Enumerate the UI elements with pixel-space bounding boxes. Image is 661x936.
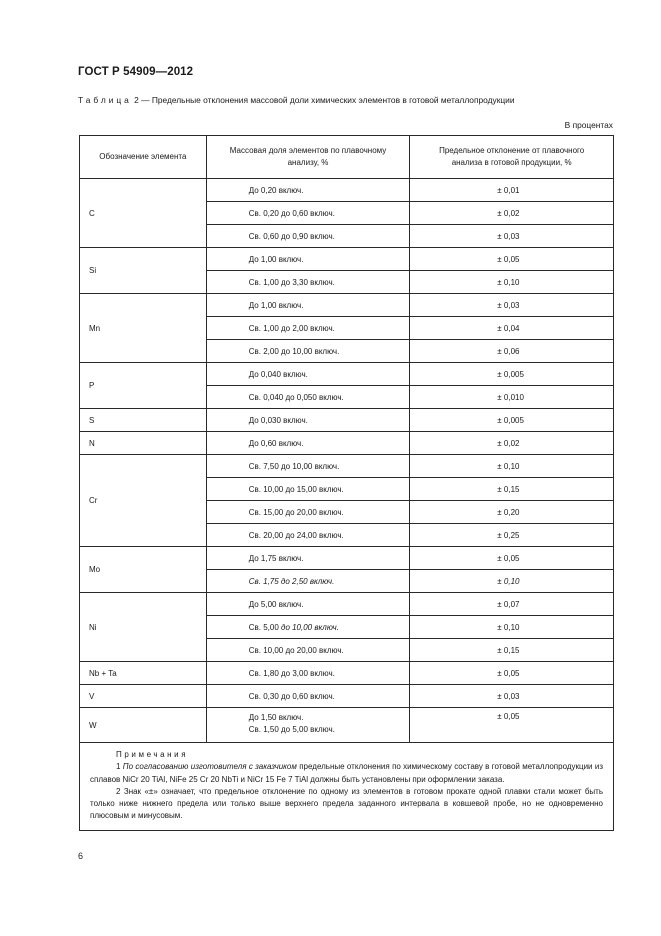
deviation-cell: ± 0,03 (410, 225, 614, 248)
note-1-text: предельные отклонения по химическому составу в готовой металлопродукции из сплавов NiCr 20 TiAl, NiFe 25 Cr 20 NbTi и NiCr 15 Fe 7 TiAl должны быть установлены при оформлении заказа. (90, 762, 604, 784)
deviation-cell: ± 0,05 (410, 708, 614, 743)
table-row (80, 432, 614, 455)
range-cell: До 1,75 включ. (206, 547, 410, 570)
element-cell: Nb + Ta (80, 662, 207, 685)
element-cell: Mo (80, 547, 207, 593)
range-cell: Св. 0,60 до 0,90 включ. (206, 225, 410, 248)
table-header-row (80, 136, 614, 179)
deviation-cell: ± 0,10 (410, 271, 614, 294)
range-cell: До 1,00 включ. (206, 294, 410, 317)
range-cell: До 1,00 включ. (206, 248, 410, 271)
range-cell: До 0,030 включ. (206, 409, 410, 432)
range-cell: Св. 0,30 до 0,60 включ. (206, 685, 410, 708)
caption-text: — Предельные отклонения массовой доли химических элементов в готовой металлопродукции (141, 95, 515, 105)
range-cell: До 0,20 включ. (206, 179, 410, 202)
table-row (80, 409, 614, 432)
range-cell: Св. 10,00 до 20,00 включ. (206, 639, 410, 662)
range-cell: Св. 7,50 до 10,00 включ. (206, 455, 410, 478)
table-row (80, 248, 614, 271)
range-cell: Св. 20,00 до 24,00 включ. (206, 524, 410, 547)
element-cell: P (80, 363, 207, 409)
deviation-cell: ± 0,02 (410, 202, 614, 225)
deviation-cell: ± 0,01 (410, 179, 614, 202)
notes-row (80, 743, 614, 831)
range-cell: До 5,00 включ. (206, 593, 410, 616)
deviation-cell: ± 0,03 (410, 294, 614, 317)
table-row (80, 593, 614, 616)
element-cell: S (80, 409, 207, 432)
element-cell: N (80, 432, 207, 455)
header-element: Обозначение элемента (80, 136, 207, 179)
deviation-cell: ± 0,005 (410, 363, 614, 386)
range-cell: Св. 10,00 до 15,00 включ. (206, 478, 410, 501)
range-cell: До 0,60 включ. (206, 432, 410, 455)
range-cell: Св. 0,20 до 0,60 включ. (206, 202, 410, 225)
deviation-cell: ± 0,15 (410, 639, 614, 662)
table-row (80, 294, 614, 317)
range-cell: Св. 1,00 до 2,00 включ. (206, 317, 410, 340)
element-cell: Ni (80, 593, 207, 662)
element-cell: W (80, 708, 207, 743)
range-text-italic: до 10,00 включ. (281, 622, 339, 632)
element-cell: V (80, 685, 207, 708)
note-1-number: 1 (116, 762, 121, 772)
deviation-cell: ± 0,03 (410, 685, 614, 708)
range-line: Св. 1,50 до 5,00 включ. (248, 725, 335, 734)
deviation-cell: ± 0,07 (410, 593, 614, 616)
element-cell: C (80, 179, 207, 248)
header-deviation: Предельное отклонение от плавочного анализа в готовой продукции, % (410, 136, 614, 179)
deviation-cell: ± 0,010 (410, 386, 614, 409)
range-cell (206, 708, 410, 743)
notes-cell (80, 743, 614, 831)
header-fraction: Массовая доля элементов по плавочному анализу, % (206, 136, 410, 179)
range-line: До 1,50 включ. (248, 713, 304, 722)
deviation-cell: ± 0,06 (410, 340, 614, 363)
notes-title: Примечания (116, 750, 189, 759)
deviation-cell: ± 0,10 (410, 616, 614, 639)
standard-title: ГОСТ Р 54909—2012 (78, 66, 194, 78)
element-cell: Si (80, 248, 207, 294)
range-cell: Св. 15,00 до 20,00 включ. (206, 501, 410, 524)
note-2: 2 Знак «±» означает, что предельное отклонение по одному из элементов в готовом прокате одной плавки стали может быть только ниже нижнего предела или только выше верхнего предела заданного интервала в ковшевой пробе, но не одновременно плюсовым и минусовым. (90, 786, 603, 821)
deviation-cell: ± 0,10 (410, 455, 614, 478)
deviation-cell: ± 0,04 (410, 317, 614, 340)
element-cell: Cr (80, 455, 207, 547)
range-cell (206, 616, 410, 639)
page-number: 6 (78, 851, 84, 861)
deviation-cell: ± 0,005 (410, 409, 614, 432)
table-row (80, 685, 614, 708)
table-row (80, 708, 614, 743)
table-row (80, 363, 614, 386)
caption-number: 2 (134, 95, 139, 105)
deviation-cell: ± 0,10 (410, 570, 614, 593)
element-cell: Mn (80, 294, 207, 363)
range-cell: Св. 2,00 до 10,00 включ. (206, 340, 410, 363)
range-cell: До 0,040 включ. (206, 363, 410, 386)
note-1-italic: По согласованию изготовителя с заказчиком (122, 762, 297, 772)
units-label: В процентах (564, 120, 613, 130)
table-row (80, 455, 614, 478)
deviation-cell: ± 0,20 (410, 501, 614, 524)
note-1 (90, 761, 603, 786)
deviation-cell: ± 0,05 (410, 248, 614, 271)
deviation-cell: ± 0,05 (410, 662, 614, 685)
range-text: Св. 5,00 (248, 622, 279, 632)
range-cell: Св. 1,75 до 2,50 включ. (206, 570, 410, 593)
deviation-cell: ± 0,15 (410, 478, 614, 501)
range-cell: Св. 1,00 до 3,30 включ. (206, 271, 410, 294)
deviation-cell: ± 0,25 (410, 524, 614, 547)
deviation-cell: ± 0,02 (410, 432, 614, 455)
range-cell: Св. 1,80 до 3,00 включ. (206, 662, 410, 685)
table-row (80, 662, 614, 685)
table-caption (78, 95, 515, 105)
table-row (80, 547, 614, 570)
caption-label: Таблица (78, 95, 132, 105)
table-row (80, 179, 614, 202)
deviation-table (79, 135, 614, 831)
range-cell: Св. 0,040 до 0,050 включ. (206, 386, 410, 409)
deviation-cell: ± 0,05 (410, 547, 614, 570)
